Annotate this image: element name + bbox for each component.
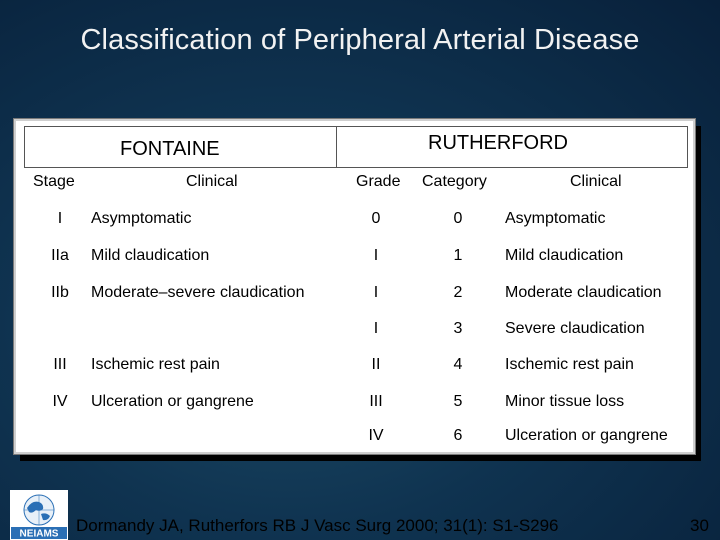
col-header-fontaine-clinical: Clinical: [186, 173, 238, 190]
stage-cell: IIb: [51, 284, 69, 301]
grade-cell: I: [373, 247, 379, 264]
rutherford-header: RUTHERFORD: [428, 132, 568, 154]
col-header-grade: Grade: [356, 173, 401, 190]
category-cell: 6: [453, 427, 463, 444]
stage-cell: I: [57, 210, 63, 227]
category-cell: 0: [453, 210, 463, 227]
fontaine-clinical-cell: Ulceration or gangrene: [91, 393, 254, 410]
category-cell: 5: [453, 393, 463, 410]
grade-cell: III: [369, 393, 383, 410]
fontaine-header: FONTAINE: [120, 138, 220, 160]
category-cell: 1: [453, 247, 463, 264]
category-cell: 3: [453, 320, 463, 337]
neiams-logo: [10, 490, 68, 540]
rutherford-clinical-cell: Ischemic rest pain: [505, 356, 634, 373]
grade-cell: 0: [371, 210, 381, 227]
rutherford-clinical-cell: Minor tissue loss: [505, 393, 625, 410]
rutherford-clinical-cell: Ulceration or gangrene: [505, 427, 668, 444]
group-header-divider: [336, 126, 337, 168]
fontaine-clinical-cell: Mild claudication: [91, 247, 210, 264]
stage-cell: III: [53, 356, 67, 373]
rutherford-clinical-cell: Severe claudication: [505, 320, 645, 337]
slide-title: Classification of Peripheral Arterial Disease: [80, 24, 640, 56]
category-cell: 2: [453, 284, 463, 301]
fontaine-clinical-cell: Moderate–severe claudication: [91, 284, 305, 301]
stage-cell: IV: [52, 393, 68, 410]
category-cell: 4: [453, 356, 463, 373]
col-header-rutherford-clinical: Clinical: [570, 173, 622, 190]
page-number: 30: [690, 516, 709, 535]
svg-text:NEIAMS: NEIAMS: [19, 528, 59, 540]
grade-cell: I: [373, 320, 379, 337]
fontaine-clinical-cell: Ischemic rest pain: [91, 356, 220, 373]
fontaine-clinical-cell: Asymptomatic: [91, 210, 192, 227]
grade-cell: IV: [368, 427, 384, 444]
col-header-category: Category: [422, 173, 487, 190]
citation: Dormandy JA, Rutherfors RB J Vasc Surg 2000; 31(1): S1-S296: [76, 516, 559, 535]
grade-cell: I: [373, 284, 379, 301]
rutherford-clinical-cell: Moderate claudication: [505, 284, 662, 301]
col-header-stage: Stage: [33, 173, 75, 190]
rutherford-clinical-cell: Mild claudication: [505, 247, 624, 264]
grade-cell: II: [371, 356, 381, 373]
classification-table: [14, 119, 695, 454]
rutherford-clinical-cell: Asymptomatic: [505, 210, 606, 227]
stage-cell: IIa: [51, 247, 69, 264]
